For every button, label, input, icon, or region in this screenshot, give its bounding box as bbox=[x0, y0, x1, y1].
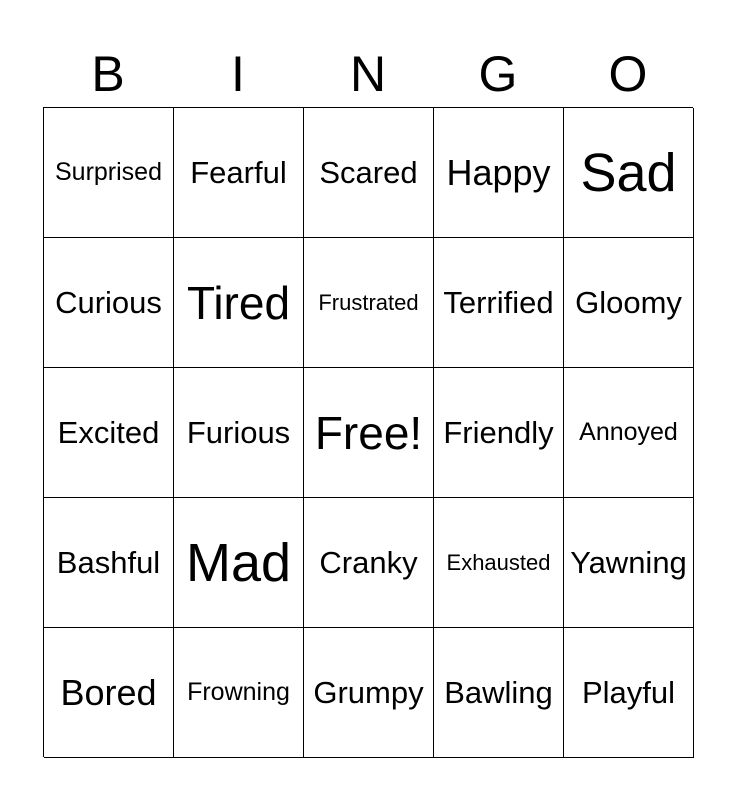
bingo-cell[interactable]: Friendly bbox=[434, 368, 564, 498]
bingo-cell[interactable]: Fearful bbox=[174, 108, 304, 238]
bingo-cell[interactable]: Excited bbox=[44, 368, 174, 498]
bingo-cell[interactable]: Grumpy bbox=[304, 628, 434, 758]
bingo-cell[interactable]: Happy bbox=[434, 108, 564, 238]
bingo-cell[interactable]: Playful bbox=[564, 628, 694, 758]
bingo-cell[interactable]: Bashful bbox=[44, 498, 174, 628]
bingo-cell[interactable]: Scared bbox=[304, 108, 434, 238]
bingo-cell[interactable]: Gloomy bbox=[564, 238, 694, 368]
bingo-cell[interactable]: Cranky bbox=[304, 498, 434, 628]
bingo-grid bbox=[43, 107, 693, 757]
bingo-cell[interactable]: Tired bbox=[174, 238, 304, 368]
header-letter-b: B bbox=[91, 46, 125, 102]
bingo-cell[interactable]: Frustrated bbox=[304, 238, 434, 368]
header-letter-i: I bbox=[231, 46, 245, 102]
bingo-cell[interactable]: Bawling bbox=[434, 628, 564, 758]
bingo-cell[interactable]: Exhausted bbox=[434, 498, 564, 628]
free-space-cell[interactable]: Free! bbox=[304, 368, 434, 498]
bingo-cell[interactable]: Furious bbox=[174, 368, 304, 498]
bingo-cell[interactable]: Frowning bbox=[174, 628, 304, 758]
bingo-cell[interactable]: Surprised bbox=[44, 108, 174, 238]
bingo-cell[interactable]: Mad bbox=[174, 498, 304, 628]
header-letter-g: G bbox=[478, 46, 518, 102]
bingo-cell[interactable]: Sad bbox=[564, 108, 694, 238]
header-letter-o: O bbox=[608, 46, 648, 102]
bingo-cell[interactable]: Annoyed bbox=[564, 368, 694, 498]
bingo-cell[interactable]: Bored bbox=[44, 628, 174, 758]
bingo-cell[interactable]: Curious bbox=[44, 238, 174, 368]
bingo-header bbox=[43, 40, 693, 108]
bingo-cell[interactable]: Yawning bbox=[564, 498, 694, 628]
header-letter-n: N bbox=[349, 46, 387, 102]
bingo-cell[interactable]: Terrified bbox=[434, 238, 564, 368]
